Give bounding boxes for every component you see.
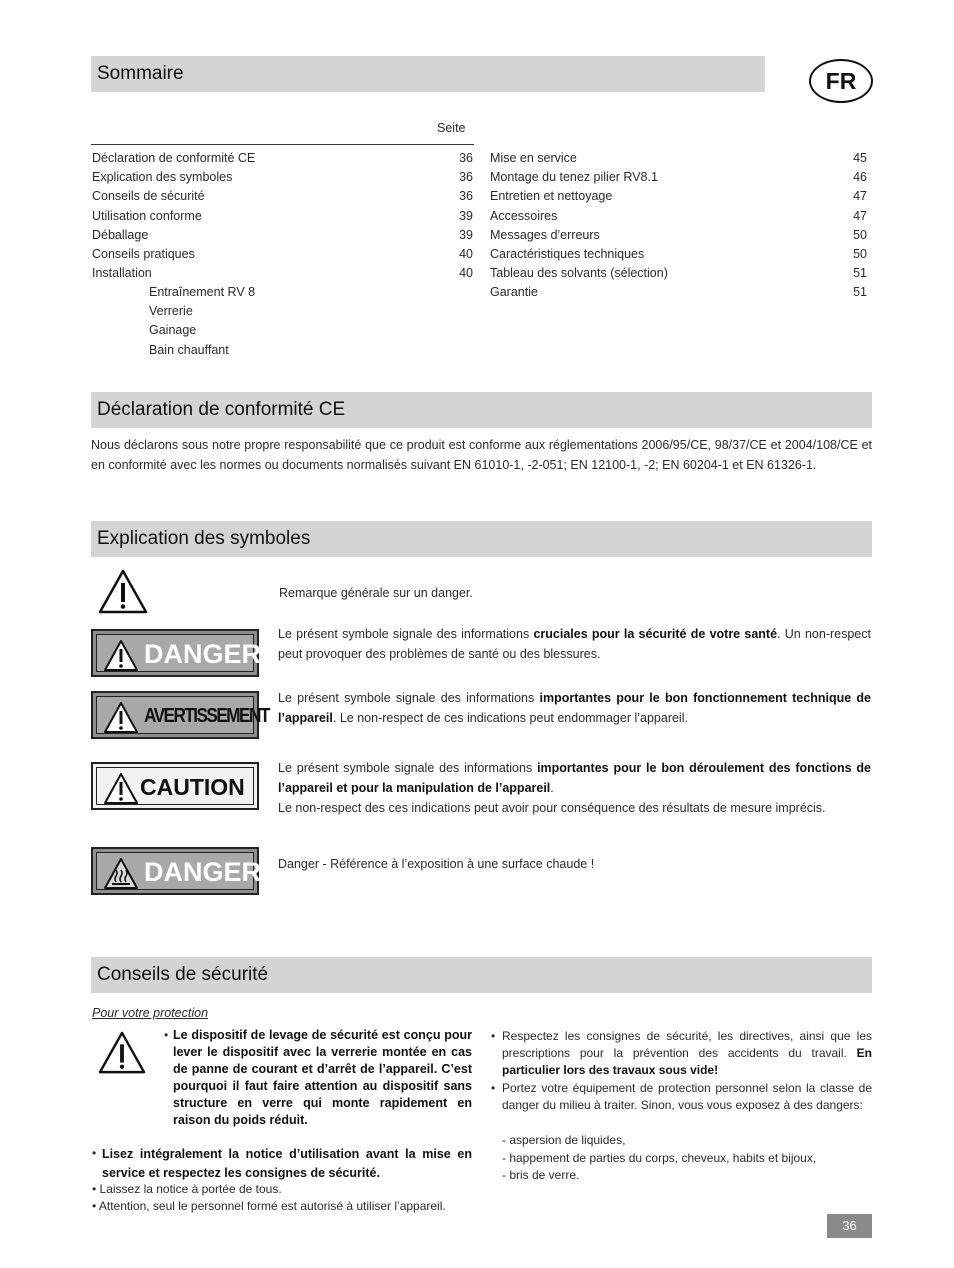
toc-entry-page: 45: [853, 151, 867, 165]
lifting-device-warning: Le dispositif de levage de sécurité est conçu pour lever le dispositif avec la verrerie montée en cas de panne de courant et d’arrêt de l’appareil. C’est pourquoi il faut faire attention au dispositif sans structure en verre qui monte rapidement en raison du poids réduit.: [173, 1028, 472, 1127]
declaration-header-bar: [91, 392, 872, 428]
caution-description: [278, 758, 871, 818]
toc-entry-page: 50: [853, 227, 867, 242]
safety-header-bar: [91, 957, 872, 993]
hot-surface-icon: [103, 857, 139, 891]
caution-text-post: .: [550, 781, 554, 795]
toc-entry-label: Conseils de sécurité: [92, 189, 205, 204]
toc-entry-page: 50: [853, 247, 867, 261]
danger-text-post: . Un non-respect peut provoquer des problèmes de santé ou des blessures.: [278, 627, 871, 661]
warning-triangle-icon: [103, 701, 139, 735]
toc-entry-label: Accessoires: [490, 208, 558, 223]
warning-triangle-icon: [103, 772, 139, 806]
avertissement-description: [278, 688, 871, 728]
toc-entry-label: Entretien et nettoyage: [490, 189, 613, 204]
hot-surface-danger-label: DANGER: [144, 857, 262, 887]
toc-entry-page: 47: [853, 189, 867, 204]
toc-entry-page: 40: [459, 247, 473, 261]
toc-entry-label: Montage du tenez pilier RV8.1: [490, 170, 658, 185]
toc-entry-label: Caractéristiques techniques: [490, 247, 645, 261]
toc-entry-label: Messages d’erreurs: [490, 227, 600, 242]
keep-manual-text: • Laissez la notice à portée de tous.: [92, 1182, 282, 1196]
toc-entry-label: Garantie: [490, 285, 538, 300]
toc-entry-label: Utilisation conforme: [92, 208, 202, 223]
danger-list-item: - aspersion de liquides,: [502, 1133, 626, 1147]
trained-staff-label: Attention, seul le personnel formé est autorisé à utiliser l’appareil.: [98, 1199, 446, 1213]
danger-text-bold: cruciales pour la sécurité de votre santé: [533, 627, 778, 641]
toc-sub-entry: Bain chauffant: [149, 342, 229, 357]
warning-triangle-icon: [97, 1030, 147, 1075]
toc-sub-entry: Entraînement RV 8: [149, 285, 256, 299]
declaration-title: Déclaration de conformité CE: [97, 399, 346, 420]
language-badge: FR: [809, 59, 873, 103]
toc-page-header: Seite: [437, 121, 466, 135]
bullet-dot: •: [92, 1146, 97, 1160]
toc-entry-page: 47: [853, 208, 867, 223]
respect-instructions: [502, 1028, 872, 1079]
caution-text-line2: Le non-respect des ces indications peut avoir pour conséquence des résultats de mesure imprécis.: [278, 801, 826, 815]
declaration-text: Nous déclarons sous notre propre responsabilité que ce produit est conforme aux réglementations 2006/95/CE, 98/37/CE et 2004/108/CE et en conformité avec les normes ou documents normalisés suivant EN 61010-1, -2-051; EN 12100-1, -2; EN 60204-1 et EN 61326-1.: [91, 438, 872, 472]
toc-entry-page: 51: [853, 285, 867, 300]
danger-list-item: - happement de parties du corps, cheveux, habits et bijoux,: [502, 1150, 817, 1165]
bullet-dot: •: [164, 1028, 169, 1042]
safety-subtitle: Pour votre protection: [92, 1006, 209, 1020]
toc-divider: [91, 144, 474, 145]
avertissement-label: AVERTISSEMENT: [144, 705, 269, 727]
sommaire-header-bar: [91, 56, 765, 92]
toc-sub-entry: Verrerie: [149, 304, 193, 319]
toc-entry-label: Mise en service: [490, 151, 577, 165]
toc-entry-label: Conseils pratiques: [92, 247, 195, 261]
toc-entry-label: Explication des symboles: [92, 170, 233, 185]
toc-entry-page: 39: [459, 227, 473, 242]
read-manual-warning: Lisez intégralement la notice d’utilisation avant la mise en service et respectez les consignes de sécurité.: [102, 1147, 472, 1180]
warning-triangle-icon: [103, 639, 139, 673]
sommaire-title: Sommaire: [97, 63, 184, 84]
caution-text-bold: importantes pour le bon déroulement des fonctions de l’appareil et pour la manipulation de l’appareil: [278, 761, 871, 795]
toc-entry-page: 36: [459, 189, 473, 204]
toc-entry-page: 51: [853, 266, 867, 281]
avertissement-text-post: . Le non-respect de ces indications peut endommager l’appareil.: [332, 711, 688, 725]
hot-surface-text: Danger - Référence à l’exposition à une surface chaude !: [278, 857, 595, 871]
page-number: 36: [827, 1214, 872, 1238]
toc-entry-label: Déclaration de conformité CE: [92, 151, 256, 165]
danger-list-item: - bris de verre.: [502, 1168, 580, 1182]
danger-label: DANGER: [144, 639, 262, 669]
caution-symbol: [91, 762, 259, 810]
danger-description: [278, 624, 871, 664]
bullet-dot: •: [491, 1081, 496, 1095]
toc-entry-page: 46: [853, 170, 867, 185]
avertissement-symbol: [91, 691, 269, 739]
trained-staff-text: • Attention, seul le personnel formé est autorisé à utiliser l’appareil.: [92, 1199, 446, 1213]
toc-sub-entry: Gainage: [149, 323, 197, 338]
danger-symbol: [91, 629, 262, 677]
symbols-header-bar: [91, 521, 872, 557]
toc-entry-page: 36: [459, 170, 473, 185]
warning-triangle-icon: [97, 568, 149, 615]
toc-entry-label: Tableau des solvants (sélection): [490, 266, 668, 281]
respect-bold: En particulier lors des travaux sous vide!: [502, 1046, 872, 1077]
toc-entry-label: Déballage: [92, 227, 149, 242]
hot-surface-danger-symbol: [91, 847, 262, 895]
bullet-dot: •: [491, 1029, 496, 1043]
toc-entry-page: 36: [459, 151, 473, 165]
general-danger-text: Remarque générale sur un danger.: [279, 586, 473, 600]
avertissement-text-pre: Le présent symbole signale des informations: [278, 691, 540, 705]
symbols-title: Explication des symboles: [97, 528, 311, 549]
toc-entry-label: Installation: [92, 266, 152, 281]
toc-entry-page: 40: [459, 266, 473, 281]
respect-text: Respectez les consignes de sécurité, les directives, ainsi que les prescriptions pour la prévention des accidents du travail.: [502, 1029, 872, 1060]
caution-label: CAUTION: [140, 774, 245, 800]
ppe-instructions: Portez votre équipement de protection personnel selon la classe de danger du milieu à traiter. Sinon, vous vous exposez à des dangers:: [502, 1081, 872, 1112]
avertissement-text-bold: importantes pour le bon fonctionnement technique de l’appareil: [278, 691, 871, 725]
keep-manual-label: Laissez la notice à portée de tous.: [99, 1182, 282, 1196]
danger-text-pre: Le présent symbole signale des informations: [278, 627, 534, 641]
safety-title: Conseils de sécurité: [97, 964, 269, 985]
toc-entry-page: 39: [459, 208, 473, 223]
caution-text-pre: Le présent symbole signale des informations: [278, 761, 538, 775]
